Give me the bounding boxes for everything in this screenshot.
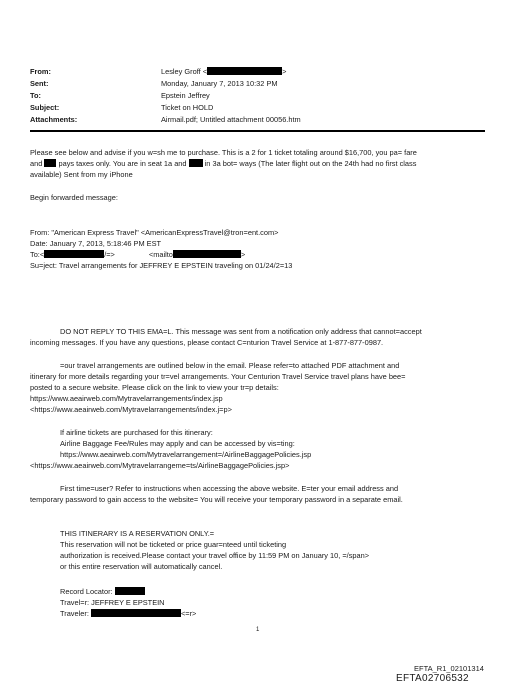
baggage-link-alt[interactable]: <https://www.aeairweb.com/Mytravelarrangeme=ts/AirlineBaggagePolicies.jsp> <box>30 461 290 470</box>
forwarded-date: Date: January 7, 2013, 5:18:46 PM EST <box>30 239 162 248</box>
sent-label: Sent: <box>30 79 49 88</box>
firsttime-line-2: temporary password to gain access to the website= You will receive your temporary password in a separate email. <box>30 495 403 504</box>
subject-value: Ticket on HOLD <box>161 103 214 112</box>
arrangements-link[interactable]: https://www.aeairweb.com/Mytravelarrangements/index.jsp <box>30 394 223 403</box>
forwarded-subject: Su=ject: Travel arrangements for JEFFREY E EPSTEIN traveling on 01/24/2=13 <box>30 261 293 270</box>
sent-value: Monday, January 7, 2013 10:32 PM <box>161 79 278 88</box>
attachments-label: Attachments: <box>30 115 78 124</box>
to-label: To: <box>30 91 41 100</box>
baggage-line-1: If airline tickets are purchased for this itinerary: <box>60 428 213 437</box>
record-traveler: Traveler: <=r> <box>60 609 197 618</box>
redaction-block <box>173 250 241 258</box>
reservation-line-3: authorization is received.Please contact your travel office by 11:59 PM on January 10, =/span> <box>60 551 370 560</box>
redaction-block <box>91 609 181 617</box>
baggage-link[interactable]: https://www.aeairweb.com/Mytravelarrangement=/AirlineBaggagePolicies.jsp <box>60 450 312 459</box>
header-divider <box>30 130 485 132</box>
redaction-block <box>115 587 145 595</box>
record-traveler-name: Travel=r: JEFFREY E EPSTEIN <box>60 598 165 607</box>
firsttime-line-1: First time=user? Refer to instructions when accessing the above website. E=ter your email address and <box>60 484 399 493</box>
arrangements-line-1: =our travel arrangements are outlined below in the email. Please refer=to attached PDF attachment and <box>60 361 400 370</box>
bates-stamp-small: EFTA_R1_02101314 <box>414 664 484 673</box>
redaction-block <box>189 159 203 167</box>
forwarded-to: To:< /=> <mailto > <box>30 250 246 259</box>
intro-line-1: Please see below and advise if you w=sh me to purchase. This is a 2 for 1 ticket totaling around $16,700, you pa= fare <box>30 148 417 157</box>
notice-line-2: incoming messages. If you have any questions, please contact C=nturion Travel Service at 1-877-877-0987. <box>30 338 384 347</box>
redaction-block <box>44 159 56 167</box>
begin-forwarded: Begin forwarded message: <box>30 193 118 202</box>
from-label: From: <box>30 67 51 76</box>
arrangements-link-alt[interactable]: <https://www.aeairweb.com/Mytravelarrangements/index.j=p> <box>30 405 232 414</box>
subject-label: Subject: <box>30 103 60 112</box>
reservation-line-4: or this entire reservation will automatically cancel. <box>60 562 223 571</box>
reservation-line-2: This reservation will not be ticketed or price guar=nteed until ticketing <box>60 540 287 549</box>
baggage-line-2: Airline Baggage Fee/Rules may apply and can be accessed by vis=ting: <box>60 439 295 448</box>
arrangements-line-3: posted to a secure website. Please click on the link to view your tr=p details: <box>30 383 279 392</box>
bates-stamp-large: EFTA02706532 <box>396 673 469 684</box>
arrangements-line-2: itinerary for more details regarding your tr=vel arrangements. Your Centurion Travel Service travel plans have bee= <box>30 372 406 381</box>
page-number: 1 <box>256 627 260 633</box>
record-locator: Record Locator: <box>60 587 145 596</box>
notice-line-1: DO NOT REPLY TO THIS EMA=L. This message was sent from a notification only address that cannot=accept <box>60 327 422 336</box>
intro-line-2: and pays taxes only. You are in seat 1a and in 3a bot= ways (The later flight out on the 24th had no first class <box>30 159 417 168</box>
to-value: Epstein Jeffrey <box>161 91 210 100</box>
redaction-block <box>207 67 282 75</box>
reservation-line-1: THIS ITINERARY IS A RESERVATION ONLY.= <box>60 529 215 538</box>
redaction-block <box>44 250 104 258</box>
from-value: Lesley Groff < > <box>161 67 287 76</box>
forwarded-from: From: "American Express Travel" <AmericanExpressTravel@tron=ent.com> <box>30 228 279 237</box>
attachments-value: Airmail.pdf; Untitled attachment 00056.htm <box>161 115 301 124</box>
intro-line-3: available) Sent from my iPhone <box>30 170 133 179</box>
